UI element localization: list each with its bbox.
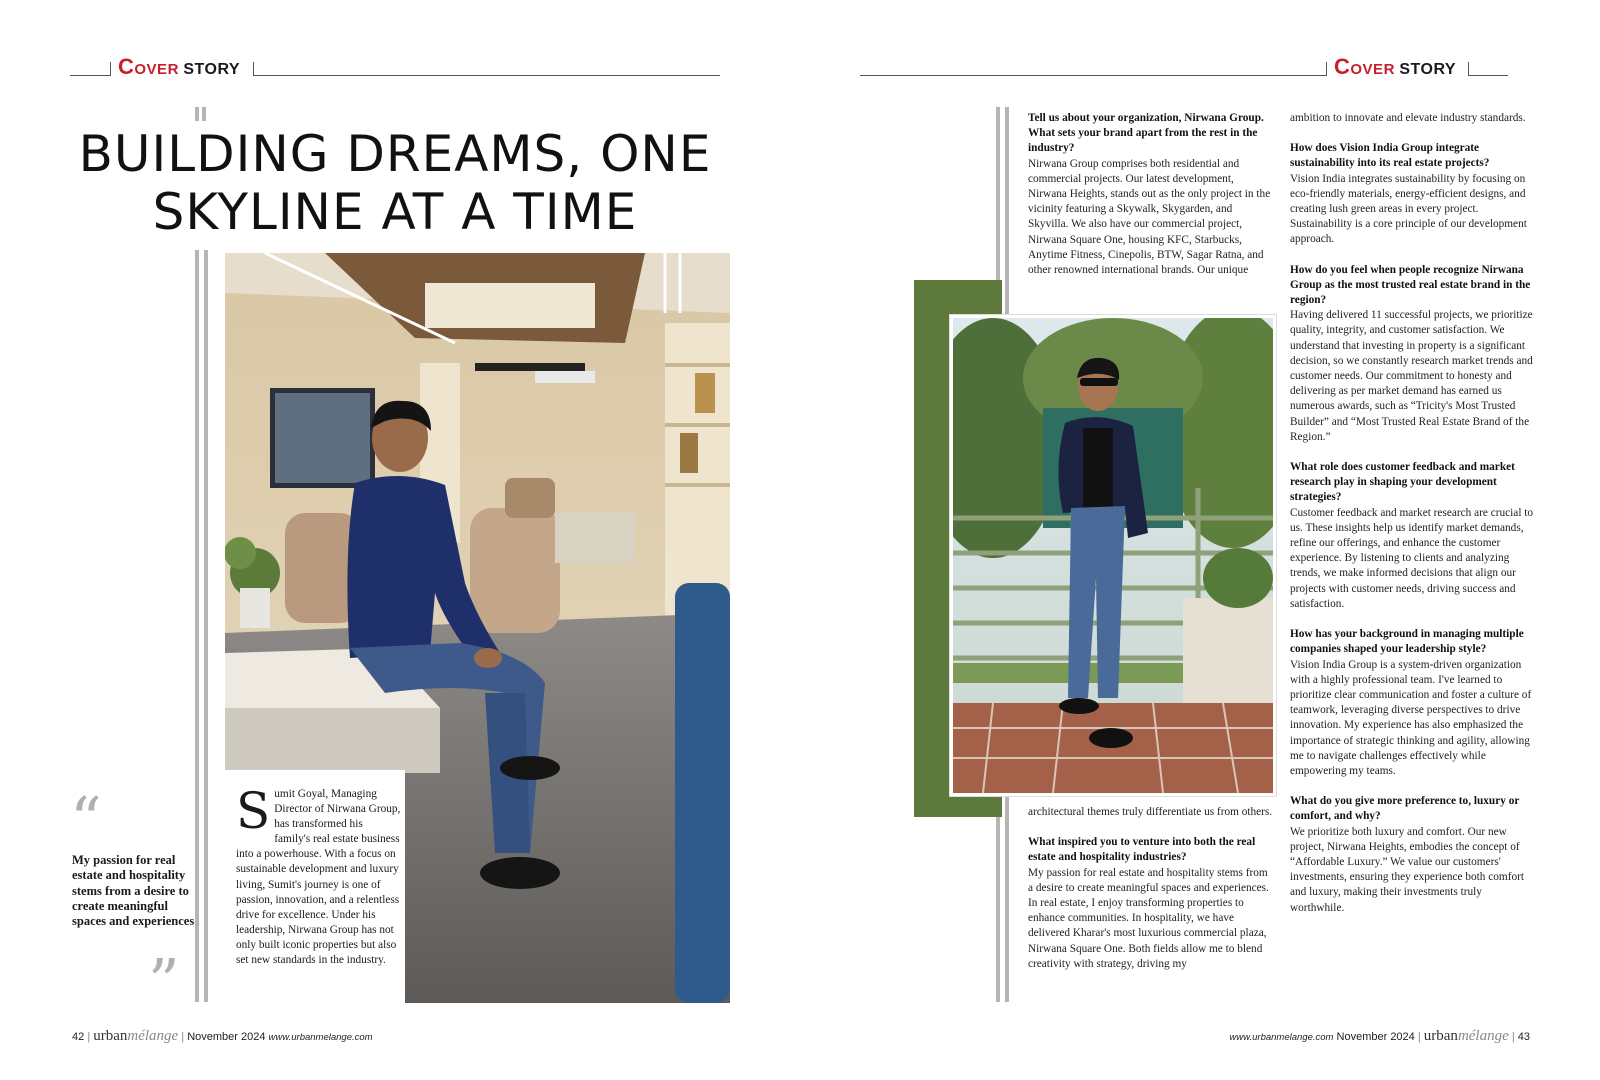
left-header-tick-1 xyxy=(110,62,111,76)
answer: My passion for real estate and hospitality stems from a desire to create meaningful spaces and experiences. In real estate, I enjoy transforming properties to enhance communities. In hospitality, we have delivered Kharar's most luxurious commercial plaza, Nirwana Square One. Both fields allow me to blend creativity with strategy, driving my xyxy=(1028,866,1269,970)
quote-open-mark: “ xyxy=(70,783,102,856)
right-header-tick-2 xyxy=(1468,62,1469,76)
outdoor-portrait-photo xyxy=(950,315,1276,796)
cover-word: Cover xyxy=(118,54,179,79)
answer: Vision India Group is a system-driven organization with a highly professional team. I've learned to prioritize clear communication and foster a culture of teamwork, leveraging diverse perspectives to drive innovation. My experience has also emphasized the importance of strategic thinking and agility, allowing me to navigate challenges effectively while empowering my teams. xyxy=(1290,658,1532,777)
question: Tell us about your organization, Nirwana Group. What sets your brand apart from the rest in the industry? xyxy=(1028,112,1264,155)
brand-melange: mélange xyxy=(127,1028,179,1044)
issue-date: November 2024 xyxy=(1336,1031,1415,1043)
question: What inspired you to venture into both the real estate and hospitality industries? xyxy=(1028,836,1256,864)
answer: Vision India integrates sustainability by focusing on eco-friendly materials, energy-efficient designs, and creating lush green areas in every project. Sustainability is a core principle of our development approach. xyxy=(1290,172,1527,246)
website: www.urbanmelange.com xyxy=(268,1032,373,1043)
answer: Nirwana Group comprises both residential and commercial projects. Our latest development, Nirwana Heights, stands out as the only project in the vicinity featuring a Skywalk, Skygarden, and Skyvilla. We also have our commercial project, Nirwana Square One, housing KFC, Starbucks, Anytime Fitness, Cinepolis, BTW, Sagar Ratna, and other renowned international brands. Our unique xyxy=(1028,157,1271,277)
brand-urban: urban xyxy=(1423,1028,1458,1044)
qa-column-2 xyxy=(1290,111,1538,916)
left-vertical-rule-2 xyxy=(204,250,208,1002)
question: How do you feel when people recognize Nirwana Group as the most trusted real estate brand in the region? xyxy=(1290,263,1531,307)
qa-column-1-top xyxy=(1028,111,1275,278)
left-header-rule-long xyxy=(253,75,720,76)
brand-melange: mélange xyxy=(1457,1028,1509,1044)
right-footer: www.urbanmelange.com November 2024 | urbanmélange | 43 xyxy=(1229,1028,1530,1044)
question: What do you give more preference to, luxury or comfort, and why? xyxy=(1290,795,1520,823)
right-section-label xyxy=(1334,54,1456,80)
right-header-tick-1 xyxy=(1326,62,1327,76)
question: How does Vision India Group integrate sustainability into its real estate projects? xyxy=(1290,142,1490,170)
pull-quote: My passion for real estate and hospitality stems from a desire to create meaningful spaces and experiences xyxy=(72,853,195,929)
question: What role does customer feedback and market research play in shaping your development strategies? xyxy=(1290,461,1515,504)
answer: We prioritize both luxury and comfort. Our new project, Nirwana Heights, embodies the concept of “Affordable Luxury.” We value our customers' investments, ensuring they experience both comfort and luxury, making their investments truly worthwhile. xyxy=(1290,825,1525,914)
drop-cap: S xyxy=(236,782,271,840)
story-word: STORY xyxy=(183,61,241,78)
website: www.urbanmelange.com xyxy=(1229,1032,1334,1043)
issue-date: November 2024 xyxy=(187,1031,266,1043)
cover-word: Cover xyxy=(1334,54,1395,79)
left-header-rule-short xyxy=(70,75,110,76)
title-accent-bar-1 xyxy=(195,107,199,121)
title-accent-bar-2 xyxy=(202,107,206,121)
article-title xyxy=(70,125,720,241)
left-header-tick-2 xyxy=(253,62,254,76)
quote-close-mark: ” xyxy=(148,945,180,1018)
qa-column-1-bottom xyxy=(1028,805,1275,972)
right-header-rule-long xyxy=(860,75,1326,76)
brand-urban: urban xyxy=(93,1028,128,1044)
left-footer: 42 | urbanmélange | November 2024 www.urbanmelange.com xyxy=(72,1028,373,1044)
answer: Customer feedback and market research are crucial to us. These insights help us identify market demands, refine our offerings, and enhance the customer experience. By listening to clients and analyzing trends, we make informed decisions that align our projects with customer needs, driving success and satisfaction. xyxy=(1290,506,1534,610)
left-section-label xyxy=(118,54,240,80)
story-word: STORY xyxy=(1399,61,1457,78)
answer: Having delivered 11 successful projects, we prioritize quality, integrity, and customer satisfaction. We understand that investing in property is a significant decision, so we constantly research market trends and customer needs. Our commitment to honesty and delivering as per market demand has earned us numerous awards, such as “Tricity's Most Trusted Builder” and “Most Trusted Real Estate Brand of the Region.” xyxy=(1290,309,1533,443)
page-number: 43 xyxy=(1517,1031,1530,1043)
right-header-rule-short xyxy=(1468,75,1508,76)
intro-text: umit Goyal, Managing Director of Nirwana Group, has transformed his family's real estate business into a powerhouse. With a focus on sustainable development and luxury living, Sumit's journey is one of passion, innovation, and a relentless drive for excellence. Under his leadership, Nirwana Group has not only built iconic properties but also set new standards in the industry. xyxy=(236,788,401,967)
intro-paragraph xyxy=(236,782,401,968)
page-number: 42 xyxy=(72,1031,85,1043)
question: How has your background in managing multiple companies shaped your leadership style? xyxy=(1290,628,1524,656)
answer-continued: architectural themes truly differentiate us from others. xyxy=(1028,806,1273,818)
answer-continued: ambition to innovate and elevate industry standards. xyxy=(1290,112,1526,124)
title-line-1: BUILDING DREAMS, ONE xyxy=(78,125,712,183)
title-line-2: SKYLINE AT A TIME xyxy=(152,183,638,241)
